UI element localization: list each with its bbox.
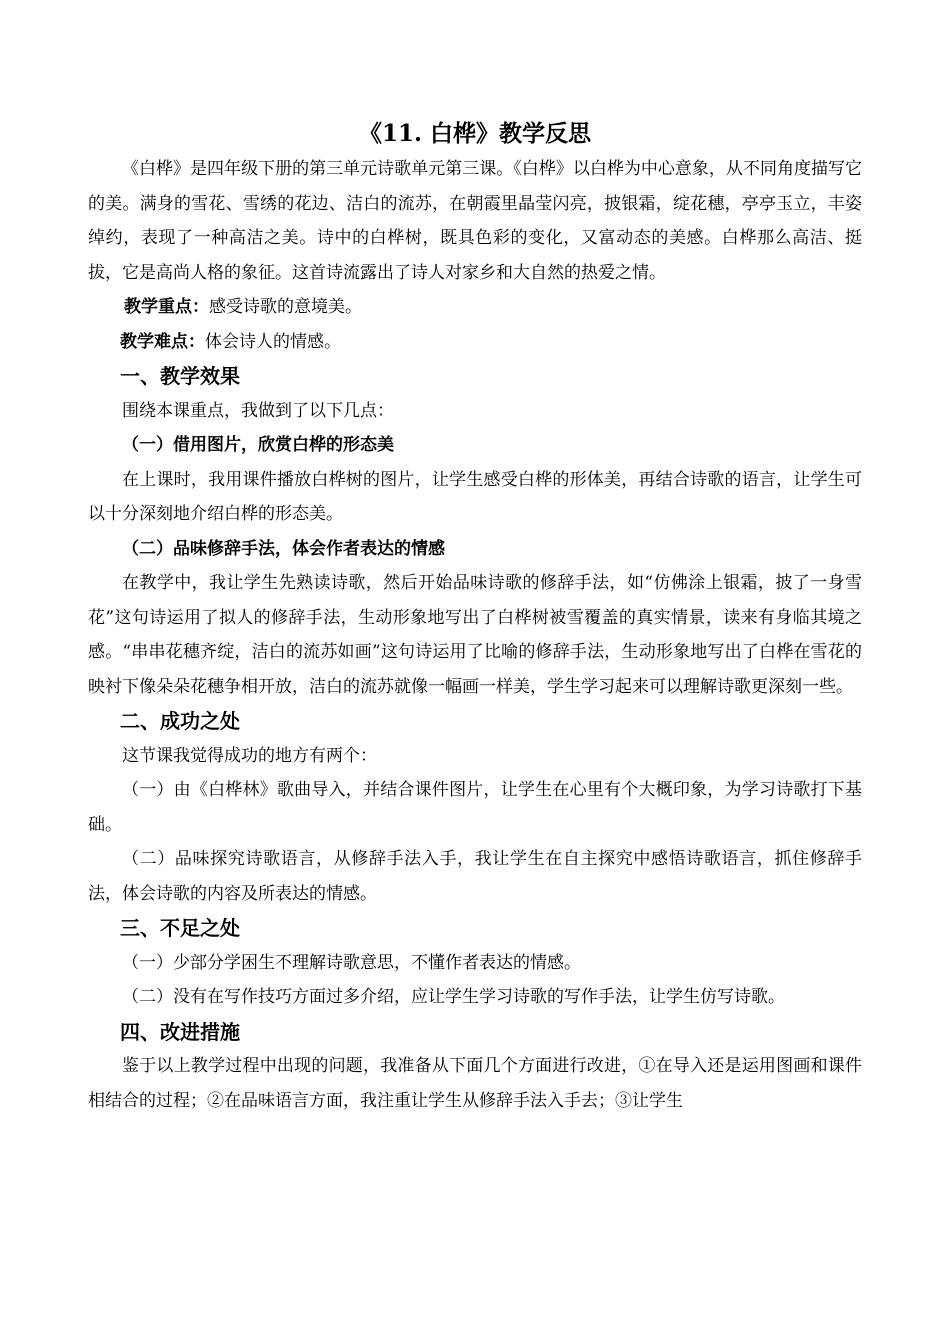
images-paragraph: 在上课时，我用课件播放白桦树的图片，让学生感受白桦的形体美，再结合诗歌的语言，让学生可以十分深刻地介绍白桦的形态美。 — [88, 469, 862, 524]
document-page — [88, 118, 862, 1118]
section-heading-effect: 一、教学效果 — [120, 364, 240, 388]
section-heading-success: 二、成功之处 — [120, 709, 240, 733]
document-title: 《11. 白桦》教学反思 — [358, 120, 592, 147]
rhetoric-paragraph: 在教学中，我让学生先熟读诗歌，然后开始品味诗歌的修辞手法，如“仿佛涂上银霜，披了一身雪花”这句诗运用了拟人的修辞手法，生动形象地写出了白桦树被雪覆盖的真实情景，读来有身临其境之感。“串串花穗齐绽，洁白的流苏如画”这句诗运用了比喻的修辞手法，生动形象地写出了白桦在雪花的映衬下像朵朵花穗争相开放，洁白的流苏就像一幅画一样美，学生学习起来可以理解诗歌更深刻一些。 — [88, 573, 862, 697]
section-heading-shortcomings: 三、不足之处 — [120, 916, 240, 940]
success-point-1: （一）由《白桦林》歌曲导入，并结合课件图片，让学生在心里有个大概印象，为学习诗歌打下基础。 — [88, 780, 862, 835]
teaching-difficulty — [88, 325, 862, 360]
teaching-focus-text: 感受诗歌的意境美。 — [209, 297, 362, 317]
teaching-difficulty-text: 体会诗人的情感。 — [205, 331, 341, 352]
shortcoming-point-2: （二）没有在写作技巧方面过多介绍，应让学生学习诗歌的写作手法，让学生仿写诗歌。 — [122, 987, 785, 1007]
subheading-images: （一）借用图片，欣赏白桦的形态美 — [122, 435, 394, 455]
success-lead: 这节课我觉得成功的地方有两个： — [122, 745, 377, 766]
teaching-focus — [88, 290, 862, 325]
teaching-difficulty-label: 教学难点： — [120, 331, 205, 352]
shortcoming-point-1: （一）少部分学困生不理解诗歌意思，不懂作者表达的情感。 — [122, 952, 581, 973]
success-point-2: （二）品味探究诗歌语言，从修辞手法入手，我让学生在自主探究中感悟诗歌语言，抓住修辞手法，体会诗歌的内容及所表达的情感。 — [88, 849, 862, 904]
intro-paragraph: 《白桦》是四年级下册的第三单元诗歌单元第三课。《白桦》以白桦为中心意象，从不同角度描写它的美。满身的雪花、雪绣的花边、洁白的流苏，在朝霞里晶莹闪亮，披银霜，绽花穗，亭亭玉立，丰姿绰约，表现了一种高洁之美。诗中的白桦树，既具色彩的变化，又富动态的美感。白桦那么高洁、挺拔，它是高尚人格的象征。这首诗流露出了诗人对家乡和大自然的热爱之情。 — [88, 159, 862, 283]
section-heading-improvements: 四、改进措施 — [120, 1019, 240, 1044]
subheading-rhetoric: （二）品味修辞手法，体会作者表达的情感 — [122, 538, 445, 559]
improvements-paragraph: 鉴于以上教学过程中出现的问题，我准备从下面几个方面进行改进，①在导入还是运用图画和课件相结合的过程；②在品味语言方面，我注重让学生从修辞手法入手去；③让学生 — [88, 1056, 862, 1111]
teaching-focus-label: 教学重点： — [124, 297, 209, 317]
effect-lead: 围绕本课重点，我做到了以下几点： — [122, 400, 394, 421]
